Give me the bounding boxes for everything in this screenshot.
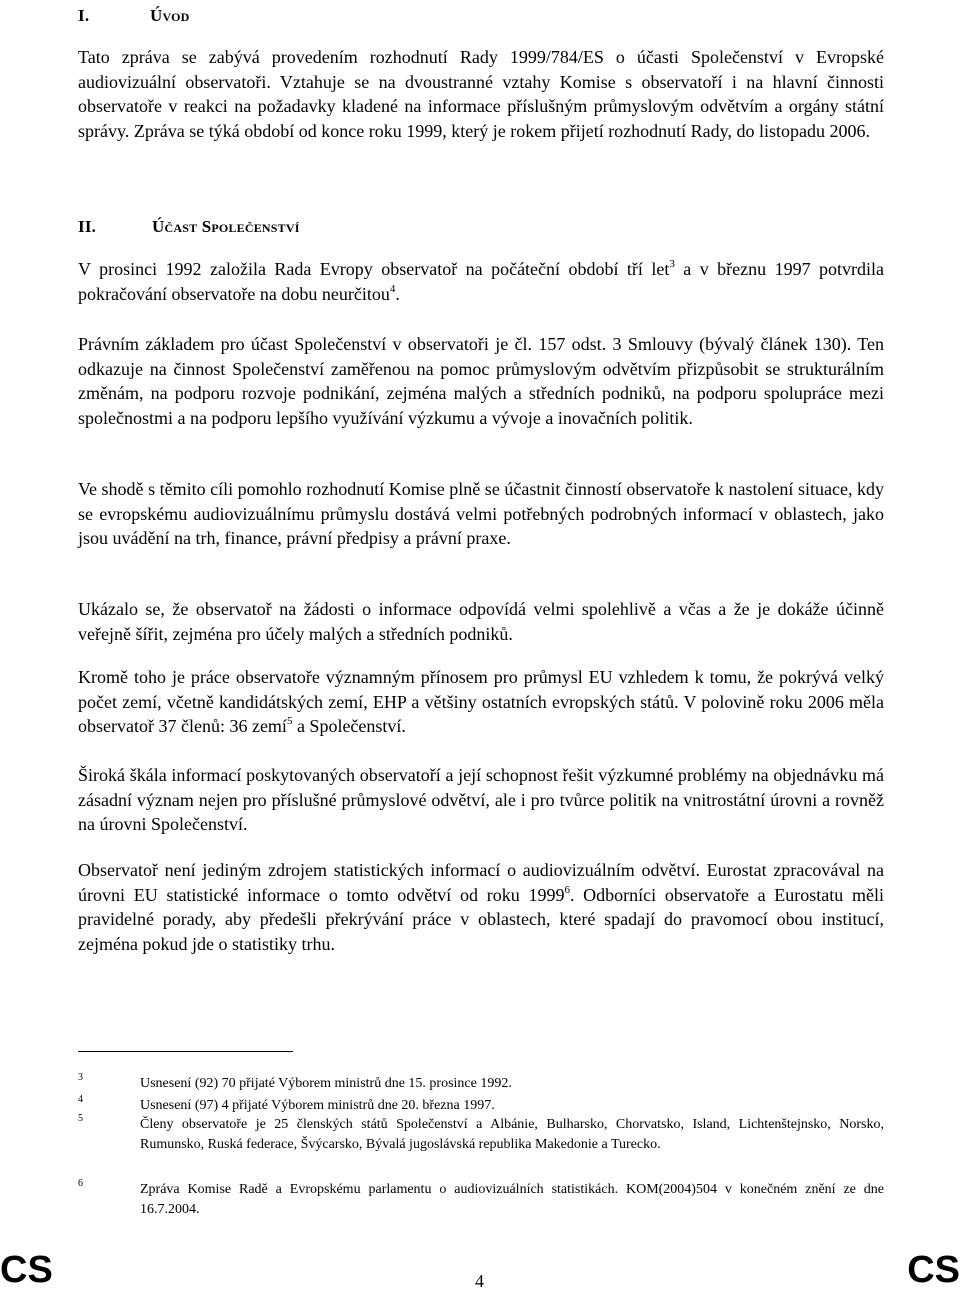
paragraph-coverage xyxy=(78,665,884,739)
paragraph-text: . xyxy=(395,283,400,304)
footnote-number: 4 xyxy=(78,1094,83,1105)
paragraph-legal-basis: Právním základem pro účast Společenství v observatoři je čl. 157 odst. 3 Smlouvy (bývalý článek 130). Ten odkazuje na činnost Společenství zaměřenou na pomoc průmyslovým odvětvím přizpůsobit se strukturálním změnám, na podporu rozvoje podnikání, zejména malých a středních podniků, na podporu spolupráce mezi společnostmi a na podporu lepšího využívání výzkumu a vývoje a inovačních politik. xyxy=(78,334,884,428)
footnote-number: 3 xyxy=(78,1072,83,1083)
page-number: 4 xyxy=(475,1271,484,1291)
footnote-separator xyxy=(78,1051,293,1052)
footnote-number: 5 xyxy=(78,1113,83,1124)
footnote-text: Členy observatoře je 25 členských států Společenství a Albánie, Bulharsko, Chorvatsko, Island, Lichtenštejnsko, Norsko, Rumunsko, Ruská federace, Švýcarsko, Bývalá jugoslávská republika Makedonie a Turecko. xyxy=(140,1117,884,1152)
footnote-6 xyxy=(78,1180,884,1219)
footnote-3 xyxy=(78,1074,884,1094)
paragraph-scope: Tato zpráva se zabývá provedením rozhodnutí Rady 1999/784/ES o účasti Společenství v Evropské audiovizuální observatoři. Vztahuje se na dvoustranné vztahy Komise s observatoří i na hlavní činnosti observatoře v reakci na požadavky kladené na informace příslušným průmyslovým odvětvím a orgány státní správy. Zpráva se týká období od konce roku 1999, který je rokem přijetí rozhodnutí Rady, do listopadu 2006. xyxy=(78,47,884,141)
paragraph-text: V prosinci 1992 založila Rada Evropy observatoř na počáteční období tří let xyxy=(78,259,670,279)
paragraph-founding xyxy=(78,257,884,306)
footnote-text: Usnesení (97) 4 přijaté Výborem ministrů dne 20. března 1997. xyxy=(140,1098,495,1113)
paragraph-reliability: Ukázalo se, že observatoř na žádosti o informace odpovídá velmi spolehlivě a včas a že je dokáže účinně veřejně šířit, zejména pro účely malých a středních podniků. xyxy=(78,599,884,644)
footnote-number: 6 xyxy=(78,1178,83,1189)
paragraph-importance: Široká škála informací poskytovaných observatoří a její schopnost řešit výzkumné problémy na objednávku má zásadní význam nejen pro příslušné průmyslové odvětví, ale i pro tvůrce politik na vnitrostátní úrovni a rovněž na úrovni Společenství. xyxy=(78,765,884,834)
paragraph-objectives: Ve shodě s těmito cíli pomohlo rozhodnutí Komise plně se účastnit činností observatoře k nastolení situace, kdy se evropskému audiovizuálnímu průmyslu dostává velmi potřebných podrobných informací v oblastech, jako jsou uvádění na trh, finance, právní předpisy a právní praxe. xyxy=(78,479,884,548)
footnote-ref-3[interactable]: 3 xyxy=(669,258,675,270)
section-number: I. xyxy=(78,6,90,25)
footnote-ref-6[interactable]: 6 xyxy=(564,883,570,896)
paragraph-text: a v březnu 1997 potvrdila pokračování observatoře na dobu neurčitou xyxy=(78,259,884,304)
footnote-text: Zpráva Komise Radě a Evropskému parlamentu o audiovizuálních statistikách. KOM(2004)504 v konečném znění ze dne 16.7.2004. xyxy=(140,1182,884,1217)
section-heading-intro xyxy=(78,6,190,26)
section-number: II. xyxy=(78,217,97,236)
footnote-4 xyxy=(78,1096,884,1116)
language-code-right: CS xyxy=(907,1249,960,1291)
section-heading-participation xyxy=(78,217,300,237)
footnote-ref-5[interactable]: 5 xyxy=(286,715,293,727)
language-code-left: CS xyxy=(0,1249,53,1291)
footnote-5 xyxy=(78,1115,884,1154)
paragraph-eurostat xyxy=(78,858,884,956)
section-title: Úvod xyxy=(150,6,190,25)
footnote-text: Usnesení (92) 70 přijaté Výborem ministrů dne 15. prosince 1992. xyxy=(140,1076,512,1091)
paragraph-text: Observatoř není jediným zdrojem statistických informací o audiovizuálním odvětví. Eurostat zpracovával na úrovni EU statistické informace o tomto odvětví od roku 1999 xyxy=(78,860,884,905)
paragraph-text: a Společenství. xyxy=(292,716,406,736)
paragraph-text: Kromě toho je práce observatoře významným přínosem pro průmysl EU vzhledem k tomu, že pokrývá velký počet zemí, včetně kandidátských zemí, EHP a většiny ostatních evropských států. V polovině roku 2006 měla observatoř 37 členů: 36 zemí xyxy=(78,667,884,736)
footnote-ref-4[interactable]: 4 xyxy=(389,282,396,295)
paragraph-text: . Odborníci observatoře a Eurostatu měli pravidelné porady, aby předešli překrývání práce v oblastech, které spadají do pravomocí obou institucí, zejména pokud jde o statistiky trhu. xyxy=(78,884,884,954)
section-title: Účast Společenství xyxy=(152,217,300,236)
